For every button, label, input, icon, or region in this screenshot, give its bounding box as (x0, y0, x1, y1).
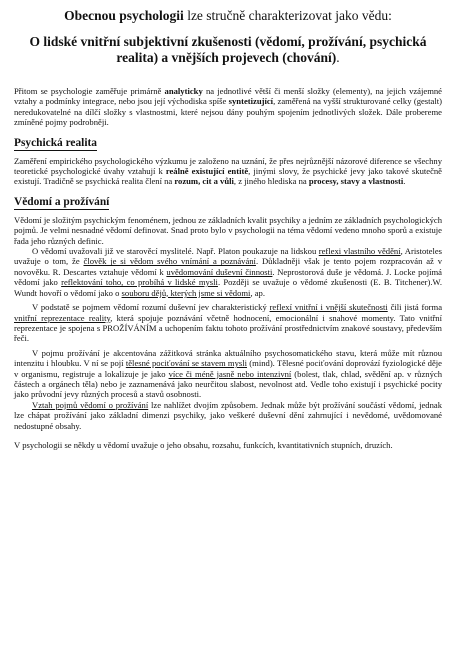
s2-paragraph-4: V pojmu prožívání je akcentována zážitková stránka aktuálního psychosomatického stavu, která může mít různou intenzitu i hloubku. V ní se pojí tělesné pociťování se stavem mysli (mind). Tělesné pociťování doprovází fyziologické děje v organismu, registruje a lokalizuje je jako více či méně jasně nebo intenzivní (bolest, tlak, chlad, svědění ap. v různých částech a orgánech těla) nebo je zaznamenává jako neurčitou slabost, nevolnost atd. Vedle toho existují i psychické pocity jako průvodní jevy různých procesů a stavů osobnosti. (14, 347, 442, 400)
section1-paragraph (14, 156, 442, 187)
title-rest: lze stručně charakterizovat jako vědu: (183, 8, 392, 23)
subtitle-bold: O lidské vnitřní subjektivní zkušenosti (vědomí, prožívání, psychická realita) a vnějších projevech (chování) (29, 34, 427, 65)
s1-text-3: , z jiného hlediska na (233, 176, 309, 187)
document-page (14, 8, 442, 450)
s1-bold-3: procesy, stavy a vlastnosti (308, 176, 404, 187)
s2-paragraph-3: V podstatě se pojmem vědomí rozumí duševní jev charakteristický reflexí vnitřní i vnější skutečnosti čili jistá forma vnitřní reprezentace reality, která spojuje poznávání včetně hodnocení, emocionální i snahové momenty. Tato vnitřní reprezentace je spojena s PROŽÍVÁNÍM a uchopením faktu tohoto prožívání prostřednictvím znakové soustavy, především řeči. (14, 302, 443, 344)
intro-bold-2: syntetizující (228, 96, 274, 107)
intro-text-2: na jednotlivé větší či menší složky (elementy), na jejich vzájemné vztahy a podmínky integrace, nebo jsou její východiska spíše (14, 86, 442, 107)
page-title (14, 8, 442, 24)
s1-text-4: . (403, 176, 406, 187)
subtitle-end: . (336, 50, 340, 65)
page-subtitle (14, 34, 442, 66)
s2-paragraph-5: Vztah pojmů vědomí o prožívání lze nahlížet dvojím způsobem. Jednak může být prožívání součástí vědomí, jednak lze chápat prožívání jako základní dimenzi psychiky, jako veškeré duševní dění zahrnující i nevědomé, uvědomované nedostupné obsahy. (14, 399, 442, 431)
s2-paragraph-2: O vědomí uvažovali již ve starověcí myslitelé. Např. Platon poukazuje na lidskou reflexi vlastního vědění, Aristoteles uvažuje o tom, že člověk je si vědom svého vnímání a poznávání. Důkladněji však je tento pojem rozpracován až v novověku. R. Descartes vztahuje vědomí k uvědomování duševní činnosti. Neprostorová duše je vědomá. J. Locke pojímá vědomí jako reflektování toho, co probíhá v lidské mysli. Později se uvažuje o vědomé zkušenosti (E. B. Titchener).W. Wundt hovoří o vědomí jako o souboru dějů, kterých jsme si vědomi, ap. (14, 246, 442, 298)
intro-bold-1: analyticky (164, 86, 203, 96)
title-bold: Obecnou psychologii (64, 8, 184, 23)
s1-text-1: Zaměření empirického psychologického výzkumu je založeno na uznání, že přes nejrůznější názorové diference se všechny teoretické psychologické úvahy vztahují k (14, 155, 442, 177)
s1-bold-2: rozum, cit a vůli (174, 176, 234, 187)
intro-paragraph (14, 86, 442, 128)
intro-text-3: , zaměřená na vyšší strukturované celky (gestalt) neredukovatelné na dílčí složky s vlastnostmi, které nejsou dány pouhým spojením jednotlivých složek. Dále probereme zmíněné pojmy podrobněji. (14, 96, 442, 128)
section-heading-vedomi-a-prozivani: Vědomí a prožívání (14, 195, 110, 208)
s2-paragraph-6: V psychologii se někdy u vědomí uvažuje o jeho obsahu, rozsahu, funkcích, kvantitativních stupních, druzích. (14, 439, 393, 450)
s1-bold-1: reálně existující entitě (165, 166, 249, 177)
s2-paragraph-1: Vědomí je složitým psychickým fenoménem, jednou ze základních kvalit psychiky a jedním ze základních psychologických pojmů. Je velmi nesnadné vědomí definovat. Snad proto bylo v psychologii na téma vědomí vedeno mnoho sporů a existuje řada jeho různých definic. (14, 214, 442, 246)
s1-text-2: , jinými slovy, že psychické jevy jako takové skutečně existují. Tradičně se psychická realita člení na (14, 166, 443, 187)
intro-text-1: Přitom se psychologie zaměřuje primárně (14, 86, 165, 96)
section-heading-psychicka-realita: Psychická realita (14, 136, 97, 149)
